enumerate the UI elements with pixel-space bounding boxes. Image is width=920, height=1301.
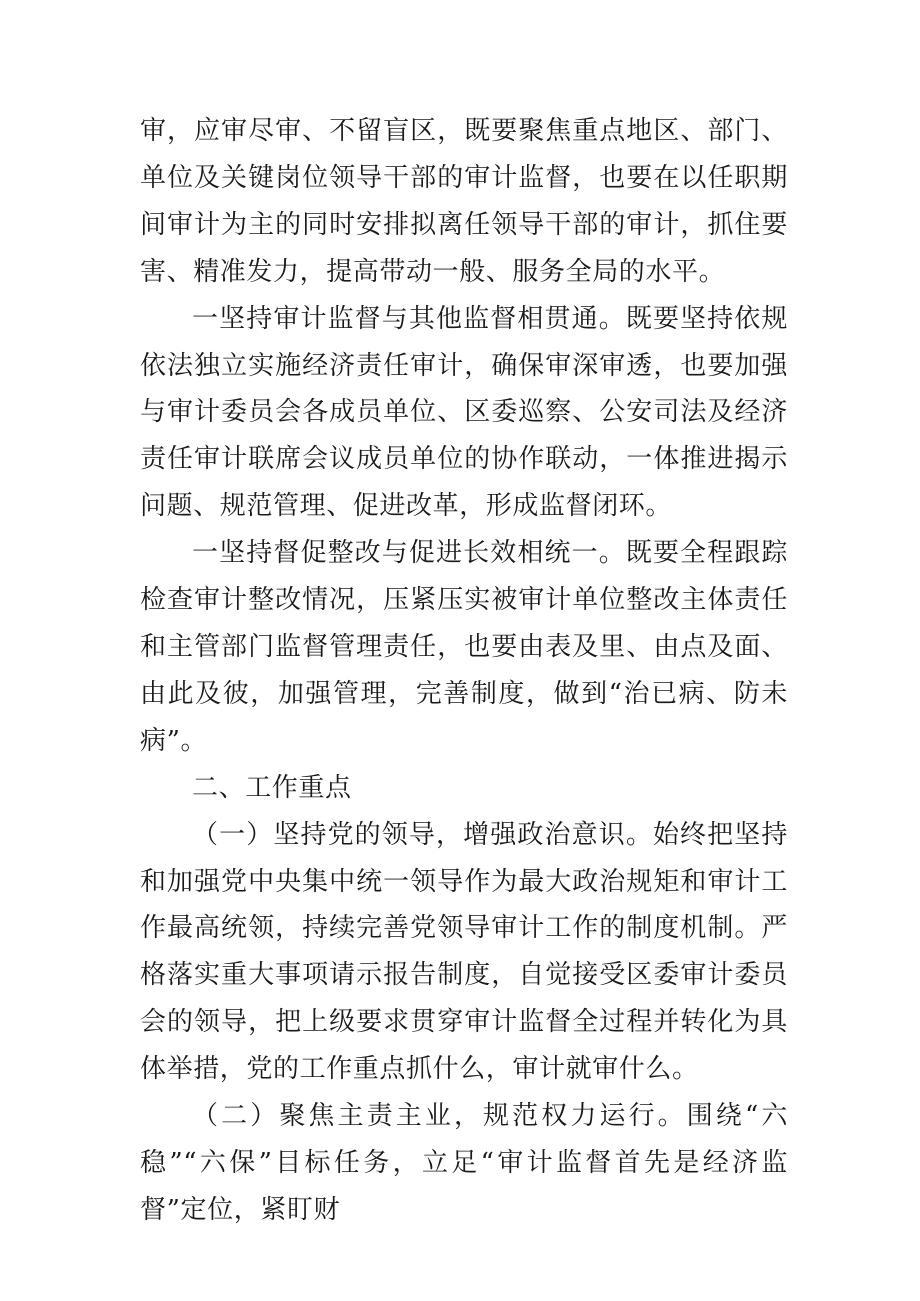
section-heading-work-focus: 二、工作重点 (192, 772, 352, 803)
paragraph-party-leadership: （一）坚持党的领导，增强政治意识。始终把坚持和加强党中央集中统一领导作为最大政治规矩和审计工作最高统领，持续完善党领导审计工作的制度机制。严格落实重大事项请示报告制度，自觉接受区委审计委员会的领导，把上级要求贯穿审计监督全过程并转化为具体举措，党的工作重点抓什么，审计就审什么。 (140, 819, 788, 1085)
paragraph-rectification: 一坚持督促整改与促进长效相统一。既要全程跟踪检查审计整改情况，压紧压实被审计单位整改主体责任和主管部门监督管理责任，也要由表及里、由点及面、由此及彼，加强管理，完善制度，做到“治已病、防未病”。 (140, 538, 788, 756)
document-body (140, 108, 788, 1234)
paragraph-supervision-integration: 一坚持审计监督与其他监督相贯通。既要坚持依规依法独立实施经济责任审计，确保审深审透，也要加强与审计委员会各成员单位、区委巡察、公安司法及经济责任审计联席会议成员单位的协作联动，一体推进揭示问题、规范管理、促进改革，形成监督闭环。 (140, 303, 788, 522)
paragraph-continuation: 审，应审尽审、不留盲区，既要聚焦重点地区、部门、单位及关键岗位领导干部的审计监督，也要在以任职期间审计为主的同时安排拟离任领导干部的审计，抓住要害、精准发力，提高带动一般、服务全局的水平。 (140, 116, 788, 287)
paragraph-main-responsibility: （二）聚焦主责主业，规范权力运行。围绕“六稳”“六保”目标任务，立足“审计监督首先是经济监督”定位，紧盯财 (140, 1101, 788, 1225)
